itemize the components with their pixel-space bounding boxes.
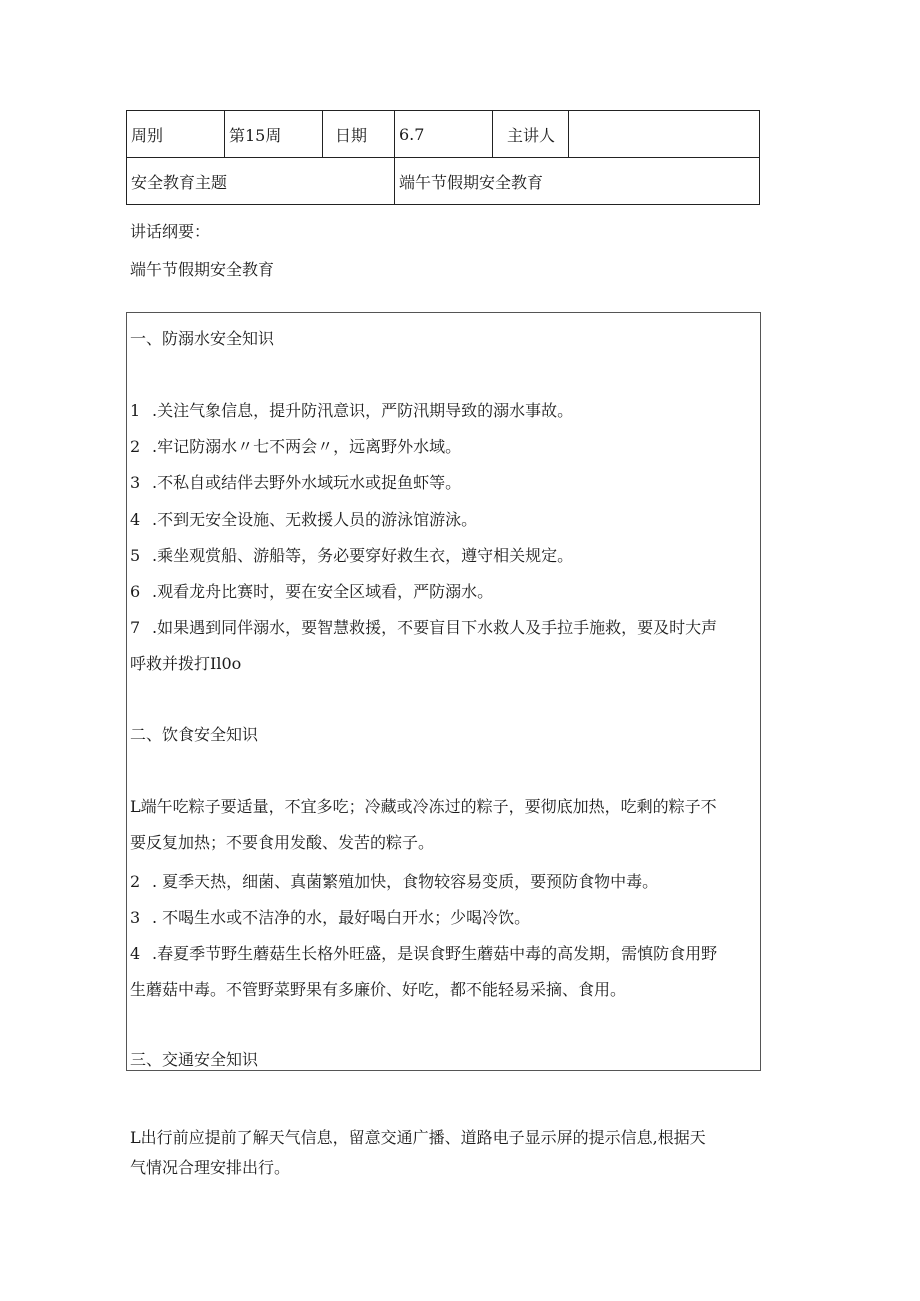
list-item: 3 . 不喝生水或不洁净的水，最好喝白开水；少喝冷饮。	[130, 908, 531, 927]
list-item: 2 .牢记防溺水〃七不两会〃，远离野外水域。	[130, 437, 462, 456]
list-item: 5 .乘坐观赏船、游船等，务必要穿好救生衣，遵守相关规定。	[130, 546, 574, 565]
speaker-label: 主讲人	[493, 111, 569, 158]
list-item: 2 . 夏季天热，细菌、真菌繁殖加快，食物较容易变质，要预防食物中毒。	[130, 872, 659, 891]
info-row-week	[127, 111, 760, 158]
info-table	[126, 110, 760, 205]
section-heading-traffic: 三、交通安全知识	[130, 1050, 259, 1069]
list-item-continuation: 要反复加热；不要食用发酸、发苦的粽子。	[130, 833, 435, 852]
week-value: 第15周	[225, 111, 323, 158]
date-value: 6.7	[395, 111, 493, 158]
info-row-topic	[127, 158, 760, 205]
week-label: 周别	[127, 111, 225, 158]
date-label: 日期	[323, 111, 395, 158]
list-item: 1 .关注气象信息，提升防汛意识，严防汛期导致的溺水事故。	[130, 401, 574, 420]
list-item: 6 .观看龙舟比赛时，要在安全区域看，严防溺水。	[130, 582, 494, 601]
list-item: 7 .如果遇到同伴溺水，要智慧救援，不要盲目下水救人及手拉手施救，要及时大声	[130, 618, 718, 637]
outline-title: 端午节假期安全教育	[130, 260, 275, 279]
section-heading-drowning: 一、防溺水安全知识	[130, 329, 275, 348]
section-heading-food: 二、饮食安全知识	[130, 725, 259, 744]
list-item: L出行前应提前了解天气信息，留意交通广播、道路电子显示屏的提示信息,根据天	[130, 1128, 706, 1147]
topic-label: 安全教育主题	[127, 158, 395, 205]
outline-label: 讲话纲要：	[130, 222, 211, 241]
topic-value: 端午节假期安全教育	[395, 158, 760, 205]
list-item: 3 .不私自或结伴去野外水域玩水或捉鱼虾等。	[130, 473, 462, 492]
list-item: 4 .春夏季节野生蘑菇生长格外旺盛，是误食野生蘑菇中毒的高发期，需慎防食用野	[130, 944, 718, 963]
list-item-continuation: 生蘑菇中毒。不管野菜野果有多廉价、好吃，都不能轻易采摘、食用。	[130, 980, 627, 999]
list-item-continuation: 气情况合理安排出行。	[130, 1158, 291, 1177]
list-item-continuation: 呼救并拨打Il0o	[130, 654, 242, 673]
speaker-value	[569, 111, 760, 158]
list-item: L端午吃粽子要适量，不宜多吃；冷藏或冷冻过的粽子，要彻底加热，吃剩的粽子不	[130, 797, 717, 816]
list-item: 4 .不到无安全设施、无救援人员的游泳馆游泳。	[130, 510, 478, 529]
